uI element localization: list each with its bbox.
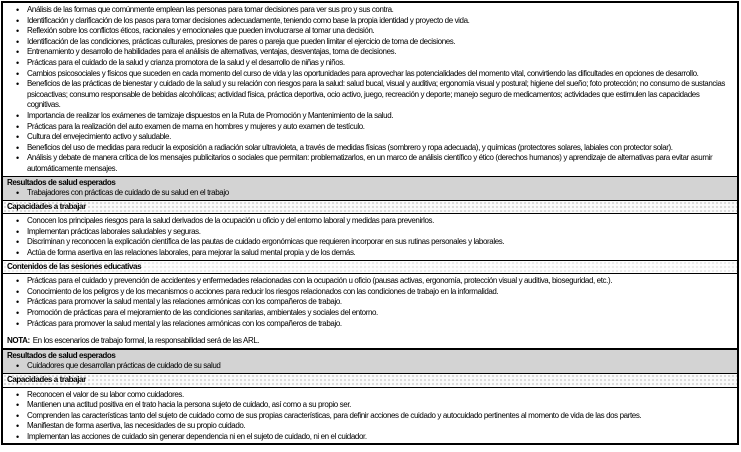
list-item-text: Identificación de las condiciones, prácticas culturales, presiones de pares o pareja que pueden limitar el ejercicio de toma de decisiones. xyxy=(27,36,456,46)
list-item xyxy=(3,227,737,238)
list-item xyxy=(3,188,737,199)
bullet-icon: • xyxy=(16,57,19,68)
list-item xyxy=(3,111,737,122)
list-item-text: Cambios psicosociales y físicos que suceden en cada momento del curso de vida y las oportunidades para aprovechar las potencialidades del momento vital, convirtiendo las dificultades en opciones de desarrollo. xyxy=(27,68,699,78)
list-item xyxy=(3,37,737,48)
list-item-text: Cultura del envejecimiento activo y saludable. xyxy=(27,132,171,142)
list-item xyxy=(3,421,737,432)
bullet-icon: • xyxy=(16,5,19,15)
bullet-icon: • xyxy=(16,400,19,411)
list-item xyxy=(3,58,737,69)
list-item xyxy=(3,132,737,143)
bullet-list-section xyxy=(3,273,737,330)
bullet-list-section xyxy=(3,3,737,176)
list-item-text: Conocimiento de los peligros y de los mecanismos o acciones para reducir los riesgos relacionados con las condiciones de trabajo en la informalidad. xyxy=(27,286,499,296)
bullet-icon: • xyxy=(16,226,19,237)
list-item-text: Manifiestan de forma asertiva, las necesidades de su propio cuidado. xyxy=(27,421,246,431)
bullet-icon: • xyxy=(16,318,19,329)
section-header-label: Capacidades a trabajar xyxy=(7,201,86,211)
list-item xyxy=(3,319,737,330)
bullet-icon: • xyxy=(16,15,19,26)
list-item-text: Importancia de realizar los exámenes de tamizaje dispuestos en la Ruta de Promoción y Mantenimiento de la salud. xyxy=(27,110,394,120)
bullet-icon: • xyxy=(16,132,19,143)
list-item xyxy=(3,79,737,111)
list-item xyxy=(3,400,737,411)
bullet-icon: • xyxy=(16,308,19,319)
bullet-icon: • xyxy=(16,47,19,58)
bullet-list xyxy=(3,188,737,200)
list-item-text: Beneficios del uso de medidas para reducir la exposición a radiación solar ultravioleta, a través de medidas físicas (sombrero y ropa adecuada), y químicas (protectores solares, labiales con protector solar). xyxy=(27,142,673,152)
list-item-text: Comprenden las características tanto del sujeto de cuidado como de sus propias características, para definir acciones de cuidado y autocuidado pertinentes al momento de vida de las dos partes. xyxy=(27,410,642,420)
list-item-text: Beneficios de las prácticas de bienestar y cuidado de la salud y su relación con riesgos para la salud: salud bucal, visual y auditiva; ergonomía visual y postural; higiene del sueño; foto protección; no consumo de sustancias psicoactivas; consumo responsable de bebidas alcohólicas; actividad física, práctica deportiva, ocio activo, juego, recreación y deporte; manejo seguro de medicamentos; actividades que estimulen las capacidades cognitivas. xyxy=(27,79,726,110)
list-item-text: Reflexión sobre los conflictos éticos, racionales y emocionales que pueden involucrarse al tomar una decisión. xyxy=(27,26,375,36)
list-item-text: Identificación y clarificación de los pasos para tomar decisiones adecuadamente, teniendo como base la propia identidad y proyecto de vida. xyxy=(27,15,470,25)
bullet-icon: • xyxy=(16,248,19,259)
list-item-text: Entrenamiento y desarrollo de habilidades para el análisis de alternativas, ventajas, desventajas, toma de decisiones. xyxy=(27,47,397,57)
section-header-label: Resultados de salud esperados xyxy=(7,350,116,360)
bullet-icon: • xyxy=(16,237,19,248)
list-item xyxy=(3,432,737,443)
page xyxy=(0,1,741,452)
list-item-text: Promoción de prácticas para el mejoramiento de las condiciones sanitarias, ambientales y sociales del entorno. xyxy=(27,308,378,318)
bullet-icon: • xyxy=(16,26,19,37)
list-item xyxy=(3,143,737,154)
list-item-text: Análisis de las formas que comúnmente emplean las personas para tomar decisiones para ver sus pro y sus contra. xyxy=(27,5,394,14)
bullet-icon: • xyxy=(16,188,19,199)
note-label: NOTA: xyxy=(7,336,30,346)
section-header-label: Contenidos de las sesiones educativas xyxy=(7,261,142,271)
list-item-text: Prácticas para el cuidado y prevención de accidentes y enfermedades relacionadas con la ocupación u oficio (pausas activas, ergonomía, protección visual y auditiva, bioseguridad, etc.). xyxy=(27,276,613,286)
list-item-text: Prácticas para promover la salud mental y las relaciones armónicas con los compañeros de trabajo. xyxy=(27,318,342,328)
list-item xyxy=(3,297,737,308)
list-item-text: Reconocen el valor de su labor como cuidadores. xyxy=(27,389,184,399)
list-item-text: Implementan las acciones de cuidado sin generar dependencia ni en el sujeto de cuidado, ni en el cuidador. xyxy=(27,431,367,441)
list-item-text: Implementan prácticas laborales saludables y seguras. xyxy=(27,226,201,236)
section-header-label: Resultados de salud esperados xyxy=(7,177,116,187)
list-item-text: Discriminan y reconocen la explicación científica de las pautas de cuidado ergonómicas que requieren incorporar en sus rutinas personales y laborales. xyxy=(27,237,505,247)
list-item xyxy=(3,26,737,37)
section-header-label: Capacidades a trabajar xyxy=(7,375,86,384)
note-row xyxy=(3,330,737,348)
bullet-list xyxy=(3,388,737,444)
bullet-icon: • xyxy=(16,421,19,432)
bullet-icon: • xyxy=(16,297,19,308)
list-item-text: Trabajadores con prácticas de cuidado de su salud en el trabajo xyxy=(27,188,229,198)
list-item xyxy=(3,122,737,133)
list-item xyxy=(3,361,737,372)
bullet-list-section xyxy=(3,387,737,444)
list-item xyxy=(3,47,737,58)
list-item xyxy=(3,390,737,401)
bullet-icon: • xyxy=(16,121,19,132)
list-item xyxy=(3,153,737,174)
section-header-row xyxy=(3,200,737,214)
bullet-icon: • xyxy=(16,68,19,79)
list-item xyxy=(3,216,737,227)
health-results-section xyxy=(3,348,737,373)
list-item-text: Actúa de forma asertiva en las relaciones laborales, para mejorar la salud mental propia y de los demás. xyxy=(27,248,356,258)
bullet-list xyxy=(3,214,737,259)
document-table xyxy=(1,1,739,445)
list-item xyxy=(3,5,737,16)
bullet-list xyxy=(3,3,737,176)
bullet-icon: • xyxy=(16,286,19,297)
list-item-text: Análisis y debate de manera crítica de los mensajes publicitarios o sociales que permitan: problematizarlos, en un marco de análisis científico y ético (derechos humanos) y aprendizaje de alternativas para evitar asumir automáticamente mensajes. xyxy=(27,153,713,173)
bullet-icon: • xyxy=(16,410,19,421)
section-header-row xyxy=(3,260,737,274)
list-item xyxy=(3,276,737,287)
bullet-list xyxy=(3,361,737,373)
bullet-list xyxy=(3,274,737,330)
section-header-row xyxy=(3,373,737,387)
bullet-icon: • xyxy=(16,110,19,121)
bullet-icon: • xyxy=(16,36,19,47)
list-item xyxy=(3,411,737,422)
bullet-icon: • xyxy=(16,142,19,153)
bullet-icon: • xyxy=(16,79,19,90)
list-item-text: Conocen los principales riesgos para la salud derivados de la ocupación u oficio y del entorno laboral y medidas para prevenirlos. xyxy=(27,216,434,226)
bullet-list-section xyxy=(3,213,737,259)
bullet-icon: • xyxy=(16,361,19,372)
list-item xyxy=(3,308,737,319)
note-text: En los escenarios de trabajo formal, la responsabilidad será de las ARL. xyxy=(32,336,260,346)
list-item-text: Cuidadores que desarrollan prácticas de cuidado de su salud xyxy=(27,361,221,371)
bullet-icon: • xyxy=(16,216,19,227)
list-item-text: Prácticas para la realización del auto examen de mama en hombres y mujeres y auto examen de testículo. xyxy=(27,121,365,131)
list-item xyxy=(3,287,737,298)
bullet-icon: • xyxy=(16,276,19,287)
list-item xyxy=(3,237,737,248)
health-results-section xyxy=(3,176,737,200)
list-item xyxy=(3,69,737,80)
bullet-icon: • xyxy=(16,389,19,400)
list-item-text: Prácticas para el cuidado de la salud y crianza promotora de la salud y el desarrollo de niñas y niños. xyxy=(27,57,345,67)
list-item-text: Mantienen una actitud positiva en el trato hacia la persona sujeto de cuidado, así como a su propio ser. xyxy=(27,400,351,410)
list-item xyxy=(3,248,737,259)
list-item xyxy=(3,16,737,27)
bullet-icon: • xyxy=(16,153,19,164)
list-item-text: Prácticas para promover la salud mental y las relaciones armónicas con los compañeros de trabajo. xyxy=(27,297,342,307)
bullet-icon: • xyxy=(16,431,19,442)
